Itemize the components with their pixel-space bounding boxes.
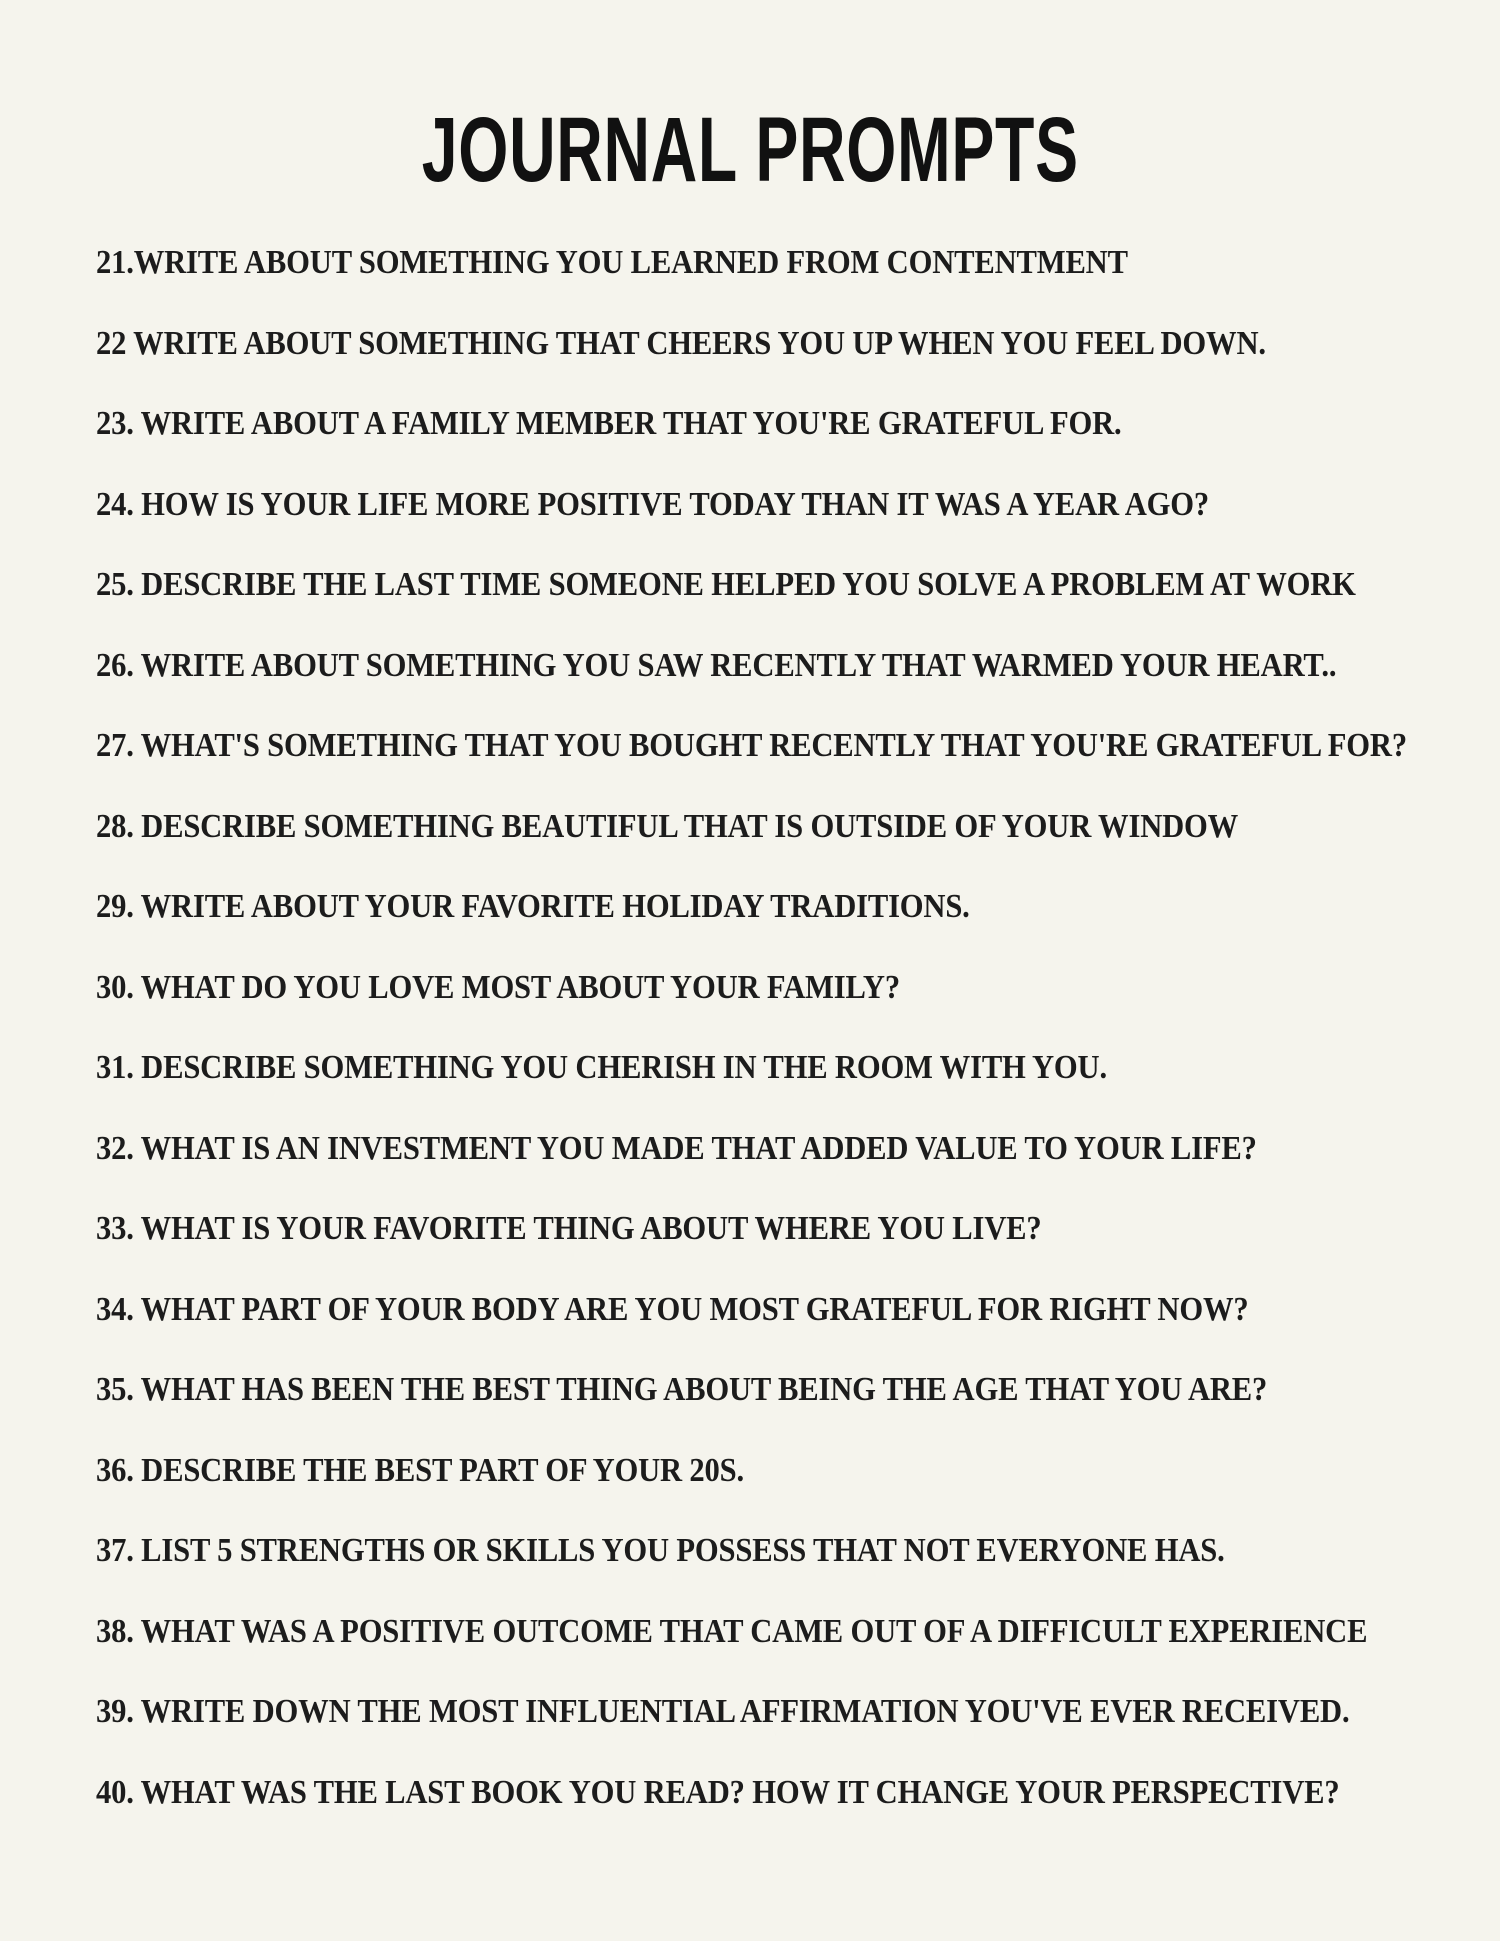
prompt-item [96,545,1460,626]
prompt-text: 31. DESCRIBE SOMETHING YOU CHERISH IN THE ROOM WITH YOU. [96,1049,1107,1087]
prompt-text: 22 WRITE ABOUT SOMETHING THAT CHEERS YOU UP WHEN YOU FEEL DOWN. [96,324,1266,362]
prompt-item [96,1189,1460,1270]
prompt-list [0,223,1500,1833]
prompt-item [96,787,1460,868]
prompt-text: 21.WRITE ABOUT SOMETHING YOU LEARNED FROM CONTENTMENT [96,244,1128,282]
prompt-text: 38. WHAT WAS A POSITIVE OUTCOME THAT CAME OUT OF A DIFFICULT EXPERIENCE [96,1612,1368,1650]
prompt-item [96,1028,1460,1109]
prompt-text: 36. DESCRIBE THE BEST PART OF YOUR 20S. [96,1451,744,1489]
prompt-text: 32. WHAT IS AN INVESTMENT YOU MADE THAT ADDED VALUE TO YOUR LIFE? [96,1129,1257,1167]
prompt-text: 28. DESCRIBE SOMETHING BEAUTIFUL THAT IS OUTSIDE OF YOUR WINDOW [96,807,1239,845]
prompt-item [96,706,1460,787]
prompt-item [96,304,1460,385]
prompt-text: 26. WRITE ABOUT SOMETHING YOU SAW RECENTLY THAT WARMED YOUR HEART.. [96,646,1337,684]
prompt-item [96,465,1460,546]
page-header [0,0,1500,205]
prompt-item [96,867,1460,948]
prompt-text: 35. WHAT HAS BEEN THE BEST THING ABOUT BEING THE AGE THAT YOU ARE? [96,1371,1268,1409]
prompt-item [96,1109,1460,1190]
prompt-item [96,1270,1460,1351]
prompt-text: 33. WHAT IS YOUR FAVORITE THING ABOUT WHERE YOU LIVE? [96,1210,1042,1248]
prompt-text: 37. LIST 5 STRENGTHS OR SKILLS YOU POSSESS THAT NOT EVERYONE HAS. [96,1532,1225,1570]
prompt-item [96,1350,1460,1431]
prompt-item [96,948,1460,1029]
prompt-item [96,384,1460,465]
prompt-text: 34. WHAT PART OF YOUR BODY ARE YOU MOST GRATEFUL FOR RIGHT NOW? [96,1290,1249,1328]
prompt-text: 27. WHAT'S SOMETHING THAT YOU BOUGHT RECENTLY THAT YOU'RE GRATEFUL FOR? [96,727,1407,765]
prompt-item [96,1511,1460,1592]
page-title: JOURNAL PROMPTS [421,99,1079,201]
prompt-text: 29. WRITE ABOUT YOUR FAVORITE HOLIDAY TRADITIONS. [96,888,970,926]
prompt-text: 23. WRITE ABOUT A FAMILY MEMBER THAT YOU'RE GRATEFUL FOR. [96,405,1122,443]
prompt-item [96,1753,1460,1834]
prompt-item [96,223,1460,304]
prompt-text: 24. HOW IS YOUR LIFE MORE POSITIVE TODAY THAN IT WAS A YEAR AGO? [96,485,1210,523]
prompt-text: 30. WHAT DO YOU LOVE MOST ABOUT YOUR FAMILY? [96,968,900,1006]
prompt-item [96,626,1460,707]
prompt-item [96,1592,1460,1673]
prompt-text: 40. WHAT WAS THE LAST BOOK YOU READ? HOW IT CHANGE YOUR PERSPECTIVE? [96,1773,1340,1811]
prompt-item [96,1431,1460,1512]
prompt-item [96,1672,1460,1753]
prompt-text: 39. WRITE DOWN THE MOST INFLUENTIAL AFFIRMATION YOU'VE EVER RECEIVED. [96,1693,1350,1731]
prompt-text: 25. DESCRIBE THE LAST TIME SOMEONE HELPED YOU SOLVE A PROBLEM AT WORK [96,566,1356,604]
